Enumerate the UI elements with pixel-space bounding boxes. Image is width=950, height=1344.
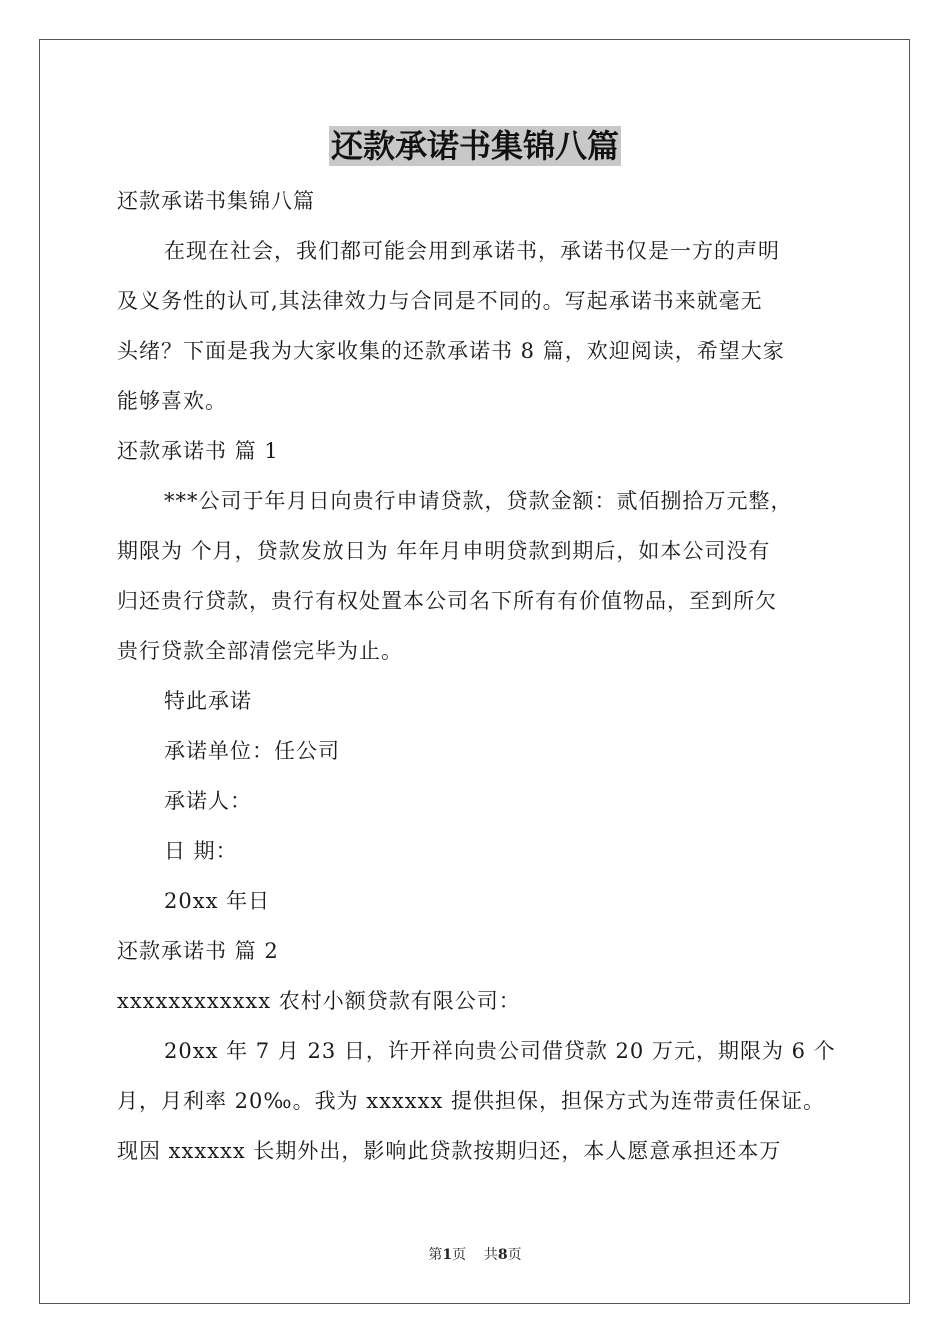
total-prefix: 共 [483, 1247, 498, 1263]
text-line: ***公司于年月日向贵行申请贷款，贷款金额：贰佰捌拾万元整， [164, 489, 793, 513]
document-title: 还款承诺书集锦八篇 [330, 127, 619, 165]
text-line: 承诺人： [164, 789, 252, 813]
text-line: 还款承诺书 篇 2 [117, 939, 279, 963]
document-body [117, 176, 836, 1176]
page-prefix: 第 [428, 1247, 443, 1263]
text-line: 还款承诺书 篇 1 [117, 439, 279, 463]
text-line: 头绪？下面是我为大家收集的还款承诺书 8 篇，欢迎阅读，希望大家 [117, 339, 785, 363]
text-line: 及义务性的认可,其法律效力与合同是不同的。写起承诺书来就毫无 [117, 289, 763, 313]
text-line: 还款承诺书集锦八篇 [117, 189, 315, 213]
text-line: 特此承诺 [164, 689, 252, 713]
title-container [0, 126, 950, 166]
text-line: 期限为 个月，贷款发放日为 年年月申明贷款到期后，如本公司没有 [117, 539, 771, 563]
text-line: xxxxxxxxxxxx 农村小额贷款有限公司： [117, 989, 521, 1013]
text-line: 贵行贷款全部清偿完毕为止。 [117, 639, 403, 663]
page-unit: 页 [452, 1247, 467, 1263]
page-total: 8 [497, 1247, 508, 1263]
text-line: 20xx 年 7 月 23 日，许开祥向贵公司借贷款 20 万元，期限为 6 个 [164, 1039, 836, 1063]
text-line: 现因 xxxxxx 长期外出，影响此贷款按期归还，本人愿意承担还本万 [117, 1139, 782, 1163]
page-footer [0, 1244, 950, 1264]
text-line: 归还贵行贷款，贵行有权处置本公司名下所有有价值物品，至到所欠 [117, 589, 777, 613]
text-line: 20xx 年日 [164, 889, 271, 913]
text-line: 在现在社会，我们都可能会用到承诺书，承诺书仅是一方的声明 [164, 239, 780, 263]
total-unit: 页 [507, 1247, 522, 1263]
text-line: 承诺单位：任公司 [164, 739, 340, 763]
text-line: 日 期： [164, 839, 238, 863]
text-line: 能够喜欢。 [117, 389, 227, 413]
page-current: 1 [442, 1247, 453, 1263]
text-line: 月，月利率 20‰。我为 xxxxxx 提供担保，担保方式为连带责任保证。 [117, 1089, 825, 1113]
